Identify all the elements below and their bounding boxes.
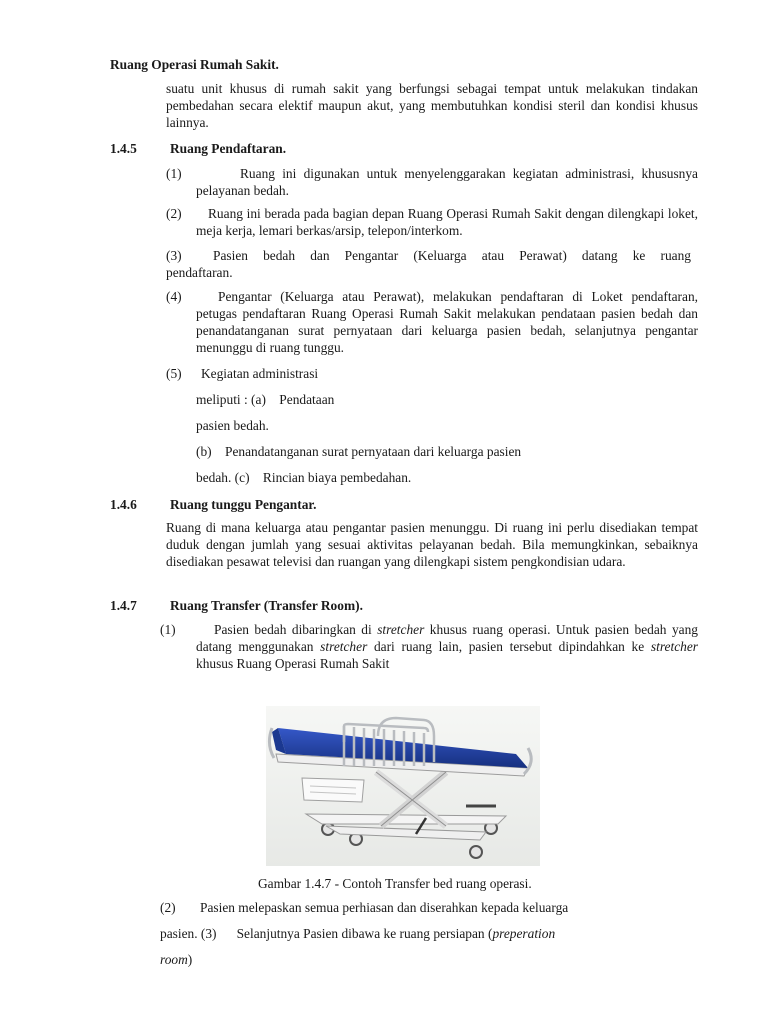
list-text-continuation: pendaftaran. bbox=[166, 265, 233, 280]
section-number-1-4-6: 1.4.6 bbox=[110, 497, 137, 512]
list-number: (3) bbox=[166, 248, 182, 263]
section-title-1-4-5: Ruang Pendaftaran. bbox=[170, 141, 287, 156]
list-text: Pasien melepaskan semua perhiasan dan diserahkan kepada keluarga bbox=[200, 900, 569, 915]
list-number: (2) bbox=[160, 900, 176, 915]
text-run: khusus ruang operasi. Untuk pasien bedah yang datang menggunakan bbox=[196, 622, 698, 654]
transfer-line-3 bbox=[160, 925, 555, 942]
list-number: (5) bbox=[166, 366, 182, 381]
list-number: (2) bbox=[166, 206, 182, 221]
section-paragraph-1-4-6: Ruang di mana keluarga atau pengantar pasien menunggu. Di ruang ini perlu disediakan tempat duduk dengan jumlah yang sesuai aktivitas pelayanan bedah. Bila memungkinkan, sebaiknya disediakan pesawat televisi dan ruangan yang dilengkapi sistem pengkondisian udara. bbox=[166, 520, 698, 569]
list-text: Ruang ini digunakan untuk menyelenggarakan kegiatan administrasi, khususnya pelayanan bedah. bbox=[196, 166, 698, 198]
header-title: Ruang Operasi Rumah Sakit. bbox=[110, 57, 279, 72]
list-text: Pasien bedah dan Pengantar (Keluarga atau Perawat) datang ke ruang bbox=[213, 248, 691, 263]
text-run: pasien. (3) Selanjutnya Pasien dibawa ke ruang persiapan ( bbox=[160, 926, 493, 941]
italic-term: stretcher bbox=[650, 639, 698, 654]
italic-term: stretcher bbox=[377, 622, 425, 637]
figure-caption: Gambar 1.4.7 - Contoh Transfer bed ruang operasi. bbox=[258, 876, 532, 891]
list-text: Ruang ini berada pada bagian depan Ruang Operasi Rumah Sakit dengan dilengkapi loket, meja kerja, lemari berkas/arsip, telepon/interkom. bbox=[196, 206, 698, 238]
text-run: dari ruang lain, pasien tersebut dipindahkan ke bbox=[367, 639, 651, 654]
list-number: (1) bbox=[166, 166, 182, 181]
list-text bbox=[196, 621, 698, 672]
transfer-bed-illustration bbox=[266, 706, 540, 866]
list-text: Kegiatan administrasi bbox=[201, 366, 319, 381]
list-number: (4) bbox=[166, 289, 182, 304]
admin-line-4: bedah. (c) Rincian biaya pembedahan. bbox=[196, 470, 412, 485]
section-number-1-4-5: 1.4.5 bbox=[110, 141, 137, 156]
italic-term: room bbox=[160, 952, 188, 967]
section-number-1-4-7: 1.4.7 bbox=[110, 598, 137, 613]
section-title-1-4-7: Ruang Transfer (Transfer Room). bbox=[170, 598, 363, 613]
intro-paragraph: suatu unit khusus di rumah sakit yang berfungsi sebagai tempat untuk melakukan tindakan pembedahan secara elektif maupun akut, yang membutuhkan kondisi steril dan kondisi khusus lainnya. bbox=[166, 81, 698, 130]
italic-term: stretcher bbox=[320, 639, 368, 654]
transfer-line-4 bbox=[160, 951, 192, 968]
list-text: Pengantar (Keluarga atau Perawat), melakukan pendaftaran di Loket pendaftaran, petugas pendaftaran Ruang Operasi Rumah Sakit melakukan pendataan pasien bedah dan penandatanganan surat pernyataan dari keluarga pasien bedah, selanjutnya pengantar menunggu di ruang tunggu. bbox=[196, 289, 698, 355]
text-run: Pasien bedah dibaringkan di bbox=[214, 622, 378, 637]
transfer-bed-photo bbox=[266, 706, 540, 866]
admin-line-2: pasien bedah. bbox=[196, 418, 269, 433]
admin-line-1: meliputi : (a) Pendataan bbox=[196, 392, 335, 407]
text-run: ) bbox=[187, 952, 193, 967]
admin-line-3: (b) Penandatanganan surat pernyataan dari keluarga pasien bbox=[196, 444, 522, 459]
text-run: khusus Ruang Operasi Rumah Sakit bbox=[196, 656, 390, 671]
list-number: (1) bbox=[160, 622, 176, 637]
section-title-1-4-6: Ruang tunggu Pengantar. bbox=[170, 497, 317, 512]
italic-term: preperation bbox=[492, 926, 556, 941]
